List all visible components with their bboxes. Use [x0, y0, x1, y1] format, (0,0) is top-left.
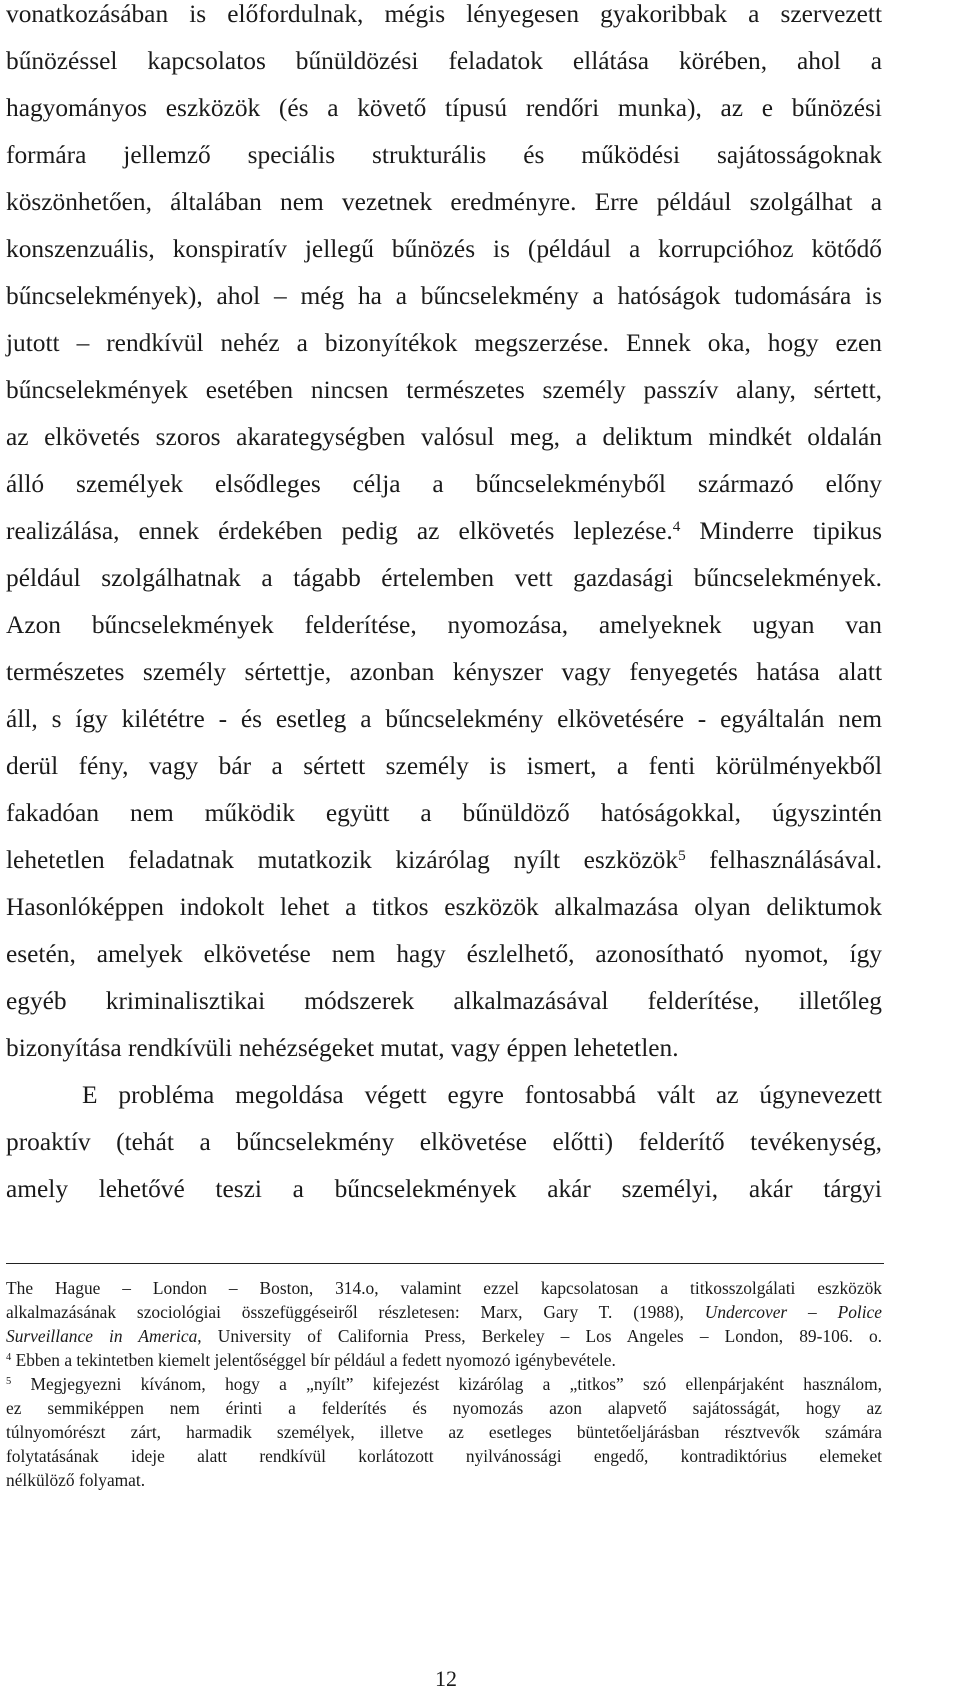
body-line: proaktív (tehát a bűncselekmény elkövetése előtti) felderítő tevékenység,	[6, 1128, 882, 1156]
footnote-number: 5	[6, 1376, 12, 1388]
body-line: például szolgálhatnak a tágabb értelemben vett gazdasági bűncselekmények.	[6, 564, 882, 592]
body-line: köszönhetően, általában nem vezetnek eredményre. Erre például szolgálhat a	[6, 188, 882, 216]
body-line: Azon bűncselekmények felderítése, nyomozása, amelyeknek ugyan van	[6, 611, 882, 639]
footnote-ref-5[interactable]: 5	[678, 846, 686, 864]
body-line: esetén, amelyek elkövetése nem hagy észlelhető, azonosítható nyomot, így	[6, 940, 882, 968]
body-text-run: lehetetlen feladatnak mutatkozik kizárólag nyílt eszközök	[6, 846, 679, 874]
footnote-ref-4[interactable]: 4	[672, 517, 681, 535]
body-line: amely lehetővé teszi a bűncselekmények akár személyi, akár tárgyi	[6, 1175, 882, 1203]
page-number: 12	[435, 1666, 457, 1691]
footnote-line	[6, 1301, 882, 1323]
body-line: fakadóan nem működik együtt a bűnüldöző hatóságokkal, úgyszintén	[6, 799, 882, 827]
body-text-run: realizálása, ennek érdekében pedig az elkövetés leplezése.	[6, 517, 673, 545]
body-line: hagyományos eszközök (és a követő típusú rendőri munka), az e bűnözési	[6, 94, 882, 122]
footnote-line: folytatásának ideje alatt rendkívül korlátozott nyilvánossági engedő, kontradiktórius elemeket	[6, 1446, 882, 1466]
footnote-line: túlnyomórészt zárt, harmadik személyek, illetve az esetleges büntetőeljárásban résztvevők számára	[6, 1422, 882, 1442]
body-text-run: Minderre tipikus	[680, 517, 882, 545]
footnote-separator	[6, 1263, 884, 1264]
footnote-number: 4	[6, 1352, 12, 1364]
body-line: bűncselekmények esetében nincsen természetes személy passzív alany, sértett,	[6, 376, 882, 404]
footnote-5	[6, 1373, 882, 1395]
citation-title: Surveillance in America	[6, 1326, 198, 1346]
body-line: álló személyek elsődleges célja a bűncselekményből származó előny	[6, 470, 882, 498]
body-line: természetes személy sértettje, azonban kényszer vagy fenyegetés hatása alatt	[6, 658, 882, 686]
body-line: egyéb kriminalisztikai módszerek alkalmazásával felderítése, illetőleg	[6, 987, 882, 1015]
body-line: áll, s így kilététre - és esetleg a bűncselekmény elkövetésére - egyáltalán nem	[6, 705, 882, 733]
body-line: konszenzuális, konspiratív jellegű bűnözés is (például a korrupcióhoz kötődő	[6, 235, 882, 263]
body-line: vonatkozásában is előfordulnak, mégis lényegesen gyakoribbak a szervezett	[6, 0, 882, 28]
footnote-line: ez semmiképpen nem érinti a felderítés és nyomozás azon alapvető sajátosságát, hogy az	[6, 1398, 882, 1418]
body-line: formára jellemző speciális strukturális és működési sajátosságoknak	[6, 141, 882, 169]
footnote-line: nélkülöző folyamat.	[6, 1470, 146, 1490]
body-line: bűncselekmények), ahol – még ha a bűncselekmény a hatóságok tudomására is	[6, 282, 882, 310]
footnote-line: The Hague – London – Boston, 314.o, valamint ezzel kapcsolatosan a titkosszolgálati eszközök	[6, 1278, 882, 1298]
body-line: bűnözéssel kapcsolatos bűnüldözési feladatok ellátása körében, ahol a	[6, 47, 882, 75]
footnote-4	[6, 1349, 882, 1371]
body-line: bizonyítása rendkívüli nehézségeket mutat, vagy éppen lehetetlen.	[6, 1034, 679, 1062]
body-line	[6, 516, 882, 546]
paragraph-first-line: E probléma megoldása végett egyre fontosabbá vált az úgynevezett	[82, 1081, 882, 1109]
body-text-run: felhasználásával.	[685, 846, 882, 874]
body-line: jutott – rendkívül nehéz a bizonyítékok megszerzése. Ennek oka, hogy ezen	[6, 329, 882, 357]
footnote-text-run: Megjegyezni kívánom, hogy a „nyílt” kifejezést kizárólag a „titkos” szó ellenpárjaként használom,	[11, 1374, 882, 1394]
footnote-text-run: Ebben a tekintetben kiemelt jelentőséggel bír például a fedett nyomozó igénybevétele.	[11, 1350, 616, 1370]
body-line: derül fény, vagy bár a sértett személy is ismert, a fenti körülményekből	[6, 752, 882, 780]
citation-title: Undercover – Police	[704, 1302, 882, 1322]
body-line: Hasonlóképpen indokolt lehet a titkos eszközök alkalmazása olyan deliktumok	[6, 893, 882, 921]
body-line: az elkövetés szoros akarategységben valósul meg, a deliktum mindkét oldalán	[6, 423, 882, 451]
footnote-text-run: , University of California Press, Berkeley – Los Angeles – London, 89-106. o.	[197, 1326, 882, 1346]
body-line	[6, 845, 882, 875]
footnote-line	[6, 1325, 882, 1347]
footnote-text-run: alkalmazásának szociológiai összefüggéseiről részletesen: Marx, Gary T. (1988),	[6, 1302, 705, 1322]
